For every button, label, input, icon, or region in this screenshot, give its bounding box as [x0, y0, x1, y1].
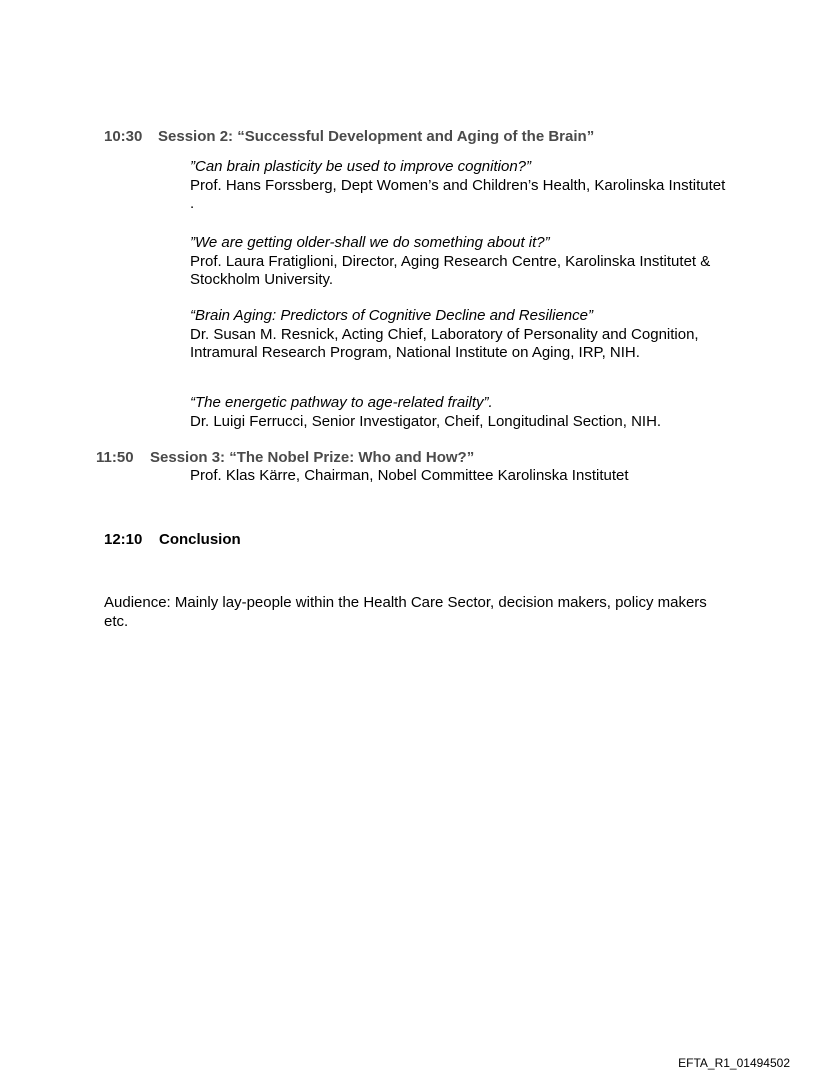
- conclusion-time: 12:10: [104, 531, 143, 548]
- talk-item: [190, 307, 730, 363]
- talk-title: “Brain Aging: Predictors of Cognitive Decline and Resilience”: [190, 307, 593, 324]
- talk-speaker: Prof. Hans Forssberg, Dept Women’s and Children’s Health, Karolinska Institutet .: [190, 176, 726, 212]
- talk-title: ”Can brain plasticity be used to improve cognition?”: [190, 158, 532, 175]
- conclusion-label: Conclusion: [159, 531, 241, 548]
- talk-item: [190, 158, 730, 214]
- conclusion-heading: [104, 531, 241, 549]
- talk-speaker: Prof. Klas Kärre, Chairman, Nobel Committee Karolinska Institutet: [190, 467, 629, 484]
- talk-speaker: Dr. Susan M. Resnick, Acting Chief, Laboratory of Personality and Cognition, Intramural Research Program, National Institute on Aging, IRP, NIH.: [190, 325, 699, 361]
- talk-item: [190, 394, 730, 431]
- session-3-time: 11:50: [96, 449, 134, 466]
- session-3-heading: [96, 449, 474, 467]
- talk-item: [190, 234, 730, 290]
- talk-item: [190, 467, 730, 486]
- document-id: EFTA_R1_01494502: [678, 1056, 790, 1070]
- audience-note: Audience: Mainly lay-people within the Health Care Sector, decision makers, policy makers etc.: [104, 594, 707, 630]
- session-2-time: 10:30: [104, 128, 143, 145]
- session-3-title: Session 3: “The Nobel Prize: Who and How?”: [150, 449, 475, 466]
- talk-title: “The energetic pathway to age-related frailty”.: [190, 394, 493, 411]
- session-2-heading: [104, 128, 594, 146]
- talk-speaker: Prof. Laura Fratiglioni, Director, Aging Research Centre, Karolinska Institutet & Stockholm University.: [190, 252, 711, 288]
- session-2-title: Session 2: “Successful Development and Aging of the Brain”: [158, 128, 595, 145]
- talk-speaker: Dr. Luigi Ferrucci, Senior Investigator, Cheif, Longitudinal Section, NIH.: [190, 412, 662, 430]
- talk-title: ”We are getting older-shall we do something about it?”: [190, 234, 550, 251]
